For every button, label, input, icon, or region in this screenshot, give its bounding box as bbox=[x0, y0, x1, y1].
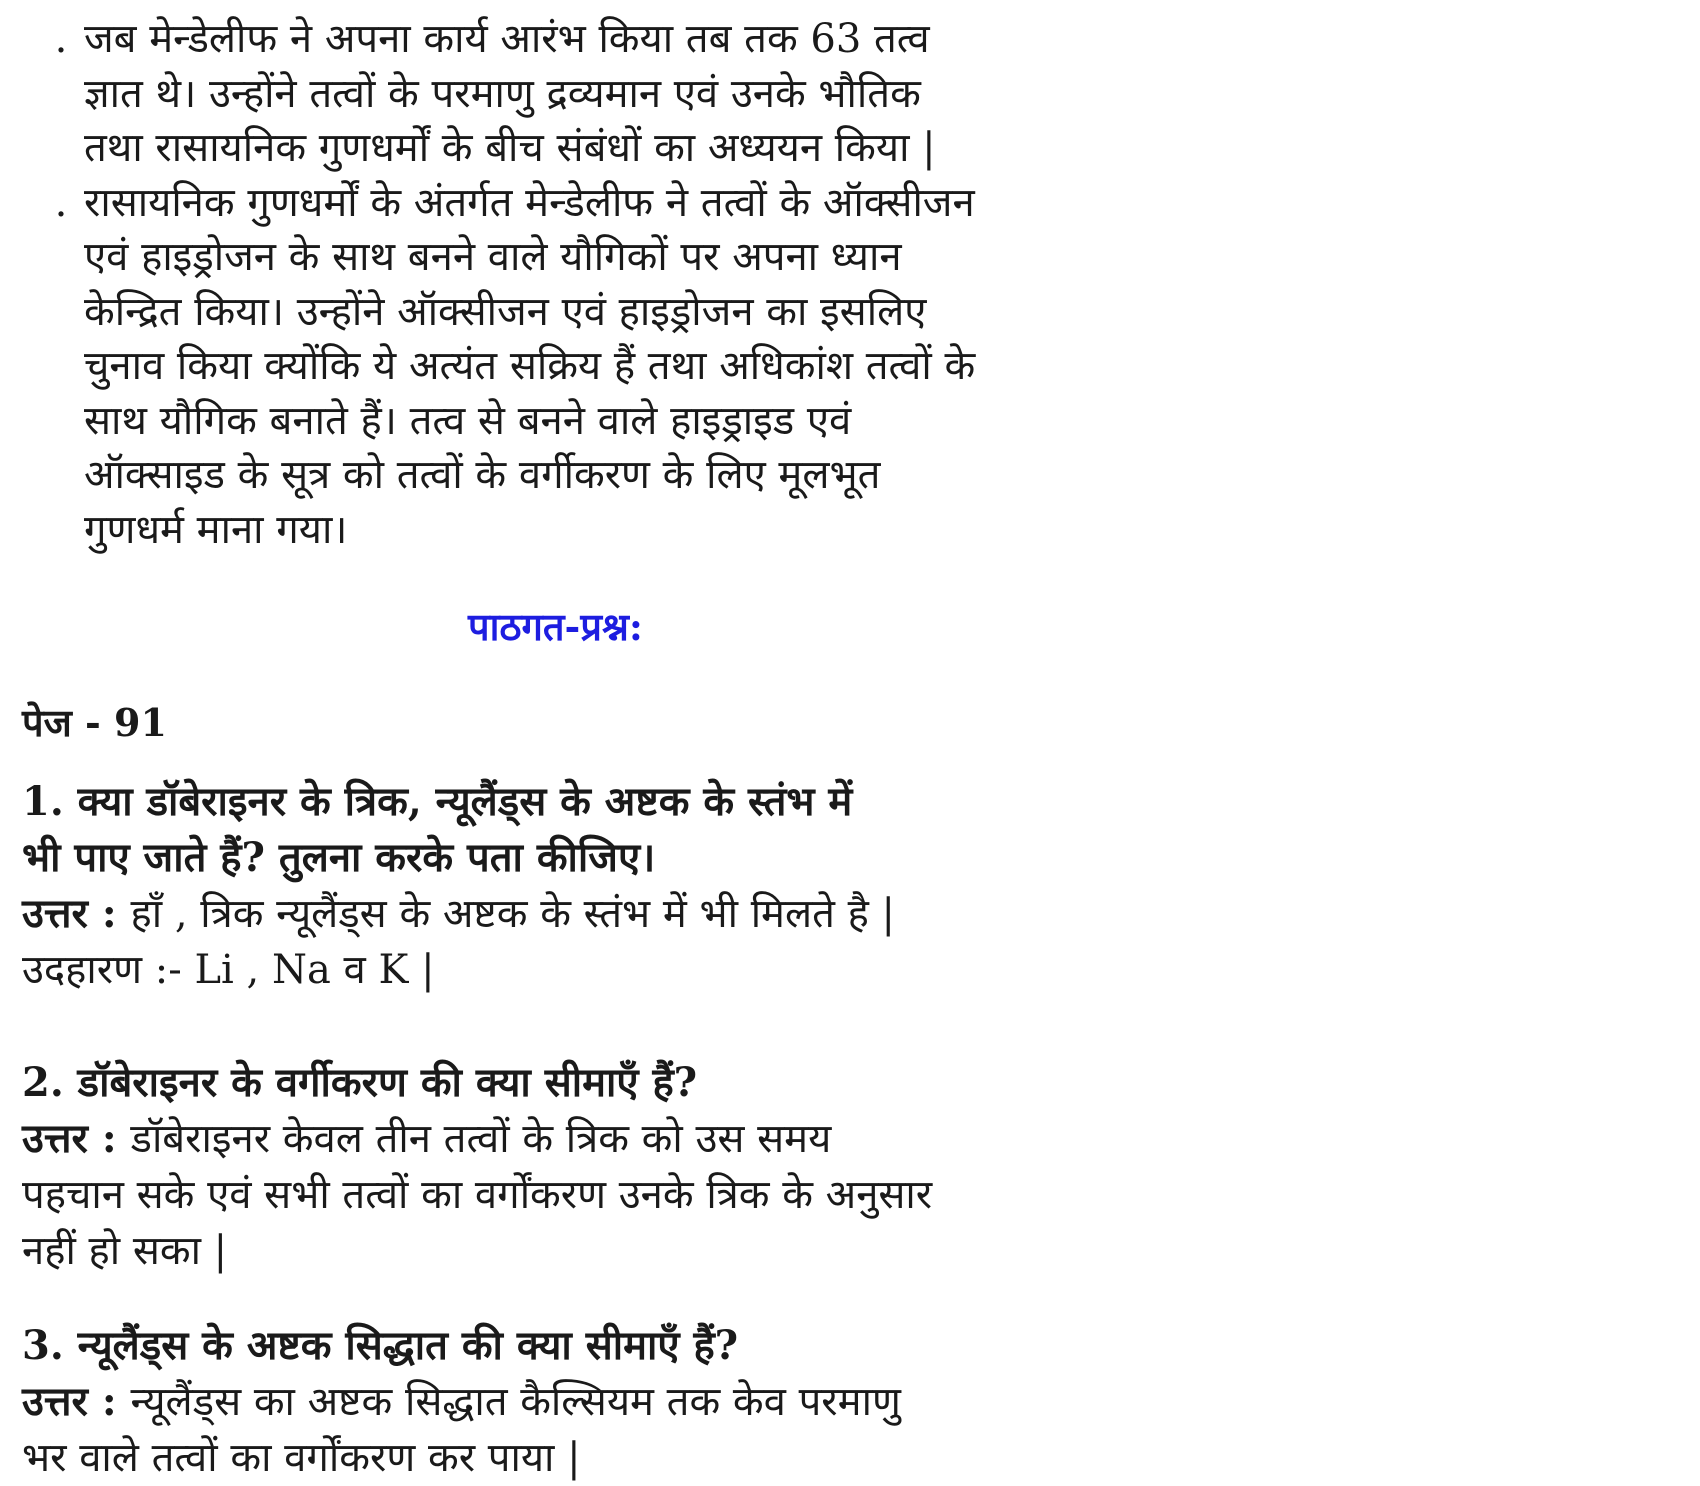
page-reference: पेज - 91 bbox=[22, 700, 167, 745]
text-line: गुणधर्म माना गया। bbox=[84, 506, 348, 553]
bullet-text bbox=[84, 12, 1178, 176]
text-line: एवं हाइड्रोजन के साथ बनने वाले यौगिकों पर अपना ध्यान bbox=[84, 234, 902, 280]
question-block-1 bbox=[22, 774, 1182, 998]
answer-label: उत्तर : bbox=[22, 890, 131, 937]
answer-text: न्यूलैंड्स का अष्टक सिद्धात कैल्सियम तक केव परमाणु bbox=[130, 1379, 901, 1425]
question-block-2 bbox=[22, 1055, 1182, 1279]
answer-line: उदहारण :- Li , Na व K | bbox=[22, 947, 435, 993]
bullet-text bbox=[84, 176, 1178, 558]
question-line: भी पाए जाते हैं? तुलना करके पता कीजिए। bbox=[22, 834, 656, 881]
answer-line: भर वाले तत्वों का वर्गोंकरण कर पाया | bbox=[22, 1435, 581, 1481]
text-line: जब मेन्डेलीफ ने अपना कार्य आरंभ किया तब तक 63 तत्व bbox=[84, 16, 930, 62]
text-line: तथा रासायनिक गुणधर्मों के बीच संबंधों का अध्ययन किया | bbox=[84, 125, 936, 171]
answer-text: डॉबेराइनर केवल तीन तत्वों के त्रिक को उस समय bbox=[130, 1116, 832, 1162]
bullet-marker: . bbox=[54, 16, 68, 62]
section-heading: पाठगत-प्रश्न: bbox=[468, 604, 643, 649]
question-line: 2. डॉबेराइनर के वर्गीकरण की क्या सीमाएँ हैं? bbox=[22, 1059, 698, 1106]
answer-line bbox=[22, 1374, 1182, 1430]
answer-label: उत्तर : bbox=[22, 1115, 131, 1162]
answer-line: पहचान सके एवं सभी तत्वों का वर्गोंकरण उनके त्रिक के अनुसार bbox=[22, 1172, 933, 1218]
answer-line bbox=[22, 1111, 1182, 1167]
bullet-item bbox=[38, 12, 1178, 176]
text-line: साथ यौगिक बनाते हैं। तत्व से बनने वाले हाइड्राइड एवं bbox=[84, 397, 852, 444]
bullet-item bbox=[38, 176, 1178, 558]
answer-text: हाँ , त्रिक न्यूलैंड्स के अष्टक के स्तंभ में भी मिलते है | bbox=[130, 891, 896, 937]
question-line: 1. क्या डॉबेराइनर के त्रिक, न्यूलैंड्स के अष्टक के स्तंभ में bbox=[22, 778, 853, 825]
bullet-list bbox=[38, 12, 1178, 557]
text-line: रासायनिक गुणधर्मों के अंतर्गत मेन्डेलीफ ने तत्वों के ऑक्सीजन bbox=[84, 179, 975, 226]
bullet-marker: . bbox=[54, 179, 68, 226]
question-line: 3. न्यूलैंड्स के अष्टक सिद्धात की क्या सीमाएँ हैं? bbox=[22, 1322, 739, 1369]
text-line: चुनाव किया क्योंकि ये अत्यंत सक्रिय हैं तथा अधिकांश तत्वों के bbox=[84, 343, 976, 389]
answer-line: नहीं हो सका | bbox=[22, 1228, 228, 1274]
text-line: ऑक्साइड के सूत्र को तत्वों के वर्गीकरण के लिए मूलभूत bbox=[84, 452, 881, 498]
answer-line bbox=[22, 886, 1182, 942]
question-block-3 bbox=[22, 1318, 1182, 1486]
text-line: ज्ञात थे। उन्होंने तत्वों के परमाणु द्रव्यमान एवं उनके भौतिक bbox=[84, 70, 921, 117]
text-line: केन्द्रित किया। उन्होंने ऑक्सीजन एवं हाइड्रोजन का इसलिए bbox=[84, 288, 927, 335]
answer-label: उत्तर : bbox=[22, 1378, 131, 1425]
